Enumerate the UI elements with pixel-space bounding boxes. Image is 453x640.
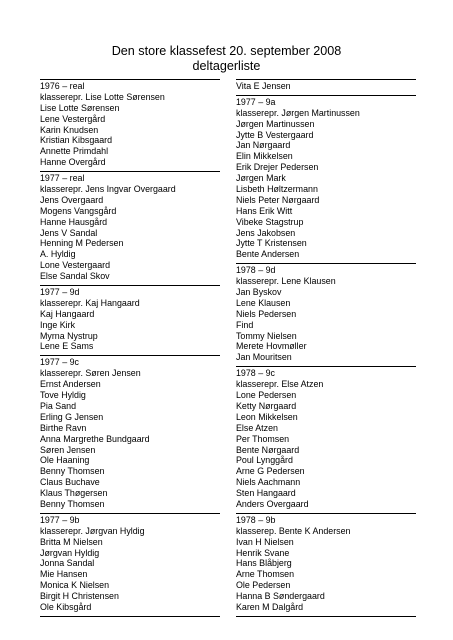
list-item: klasserepr. Søren Jensen: [40, 368, 141, 379]
list-item: Erik Drejer Pedersen: [236, 162, 319, 173]
list-item: klasserepr. Jørgvan Hyldig: [40, 525, 145, 536]
list-item: Hanne Overgård: [40, 157, 106, 168]
list-item: Merete Hovmøller: [236, 341, 307, 352]
right-column: [236, 79, 416, 617]
list-item: klasserepr. Lene Klausen: [236, 276, 336, 287]
list-item: Lene Klausen: [236, 297, 291, 308]
list-item: Lene E Sams: [40, 341, 94, 352]
list-item: Jens Jakobsen: [236, 227, 296, 238]
class-section: [236, 80, 416, 96]
list-item: Ole Haaning: [40, 455, 90, 466]
list-item: Søren Jensen: [40, 444, 96, 455]
list-item: 1977 – 9a: [236, 96, 276, 107]
list-item: Sten Hangaard: [236, 488, 296, 499]
list-item: Else Sandal Skov: [40, 271, 110, 282]
list-item: Pia Sand: [40, 400, 77, 411]
list-item: klasserepr. Else Atzen: [236, 379, 324, 390]
list-item: 1978 – 9c: [236, 368, 275, 379]
list-item: Erling G Jensen: [40, 411, 104, 422]
class-section: [40, 514, 220, 617]
list-item: Vibeke Stagstrup: [236, 216, 304, 227]
list-item: klasserepr. Jens Ingvar Overgaard: [40, 184, 176, 195]
list-item: Hans Blåbjerg: [236, 558, 292, 569]
list-item: Inge Kirk: [40, 319, 76, 330]
list-item: Hanna B Søndergaard: [236, 591, 325, 602]
list-item: Jørgvan Hyldig: [40, 547, 100, 558]
list-item: Annette Primdahl: [40, 146, 109, 157]
class-section: [40, 286, 220, 356]
list-item: Jørgen Martinussen: [236, 118, 315, 129]
class-section: [236, 514, 416, 617]
list-item: Lene Vestergård: [40, 113, 106, 124]
list-item: Birthe Ravn: [40, 422, 87, 433]
list-item: klasserepr. Lise Lotte Sørensen: [40, 91, 165, 102]
class-section: [236, 96, 416, 264]
list-item: Tove Hyldig: [40, 390, 86, 401]
list-item: Kristian Kibsgaard: [40, 135, 113, 146]
list-item: Jonna Sandal: [40, 558, 95, 569]
list-item: Mogens Vangsgård: [40, 205, 117, 216]
list-item: A. Hyldig: [40, 249, 76, 260]
list-item: Klaus Thøgersen: [40, 488, 108, 499]
list-item: Jan Byskov: [236, 287, 282, 298]
list-item: Anders Overgaard: [236, 498, 309, 509]
list-item: Lone Vestergaard: [40, 260, 111, 271]
list-item: Lone Pedersen: [236, 390, 297, 401]
list-item: Jørgen Mark: [236, 173, 286, 184]
list-item: 1978 – 9d: [236, 265, 276, 276]
list-item: Karin Knudsen: [40, 124, 99, 135]
list-item: Find: [236, 319, 254, 330]
list-item: Bente Andersen: [236, 249, 300, 260]
list-item: 1977 – 9b: [40, 514, 80, 525]
list-item: klasserepr. Kaj Hangaard: [40, 297, 140, 308]
list-item: Tommy Nielsen: [236, 330, 297, 341]
list-item: Henrik Svane: [236, 547, 290, 558]
list-item: Britta M Nielsen: [40, 536, 103, 547]
list-item: Jan Nørgaard: [236, 140, 291, 151]
list-item: Benny Thomsen: [40, 498, 105, 509]
list-item: Birgit H Christensen: [40, 591, 119, 602]
document-title: [0, 44, 453, 74]
list-item: Hans Erik Witt: [236, 205, 293, 216]
list-item: Ivan H Nielsen: [236, 536, 294, 547]
list-item: Mie Hansen: [40, 569, 88, 580]
list-item: Niels Pedersen: [236, 308, 297, 319]
list-item: Ole Kibsgård: [40, 601, 92, 612]
class-section: [40, 172, 220, 286]
list-item: Else Atzen: [236, 422, 278, 433]
list-item: Arne G Pedersen: [236, 466, 305, 477]
title-line-2: deltagerliste: [192, 59, 261, 73]
list-item: 1977 – 9d: [40, 287, 80, 298]
list-item: Anna Margrethe Bundgaard: [40, 433, 150, 444]
class-section: [40, 356, 220, 513]
list-item: Niels Peter Nørgaard: [236, 194, 320, 205]
list-item: Poul Lynggård: [236, 455, 293, 466]
list-item: Vita E Jensen: [236, 81, 291, 91]
list-item: Jens Overgaard: [40, 194, 104, 205]
list-item: 1977 – real: [40, 173, 85, 184]
list-item: 1977 – 9c: [40, 357, 79, 368]
list-item: Leon Mikkelsen: [236, 411, 298, 422]
list-item: Hanne Hausgård: [40, 216, 108, 227]
list-item: 1976 – real: [40, 81, 85, 91]
class-section: [236, 264, 416, 367]
list-item: Arne Thomsen: [236, 569, 295, 580]
list-item: Per Thomsen: [236, 433, 290, 444]
list-item: Henning M Pedersen: [40, 238, 124, 249]
list-item: Monica K Nielsen: [40, 580, 110, 591]
class-section: [40, 80, 220, 172]
list-item: Ketty Nørgaard: [236, 400, 297, 411]
class-section: [236, 367, 416, 514]
list-item: Lisbeth Høltzermann: [236, 184, 318, 195]
title-line-1: Den store klassefest 20. september 2008: [111, 44, 342, 58]
list-item: Kaj Hangaard: [40, 308, 95, 319]
list-item: klasserep. Bente K Andersen: [236, 525, 351, 536]
list-item: Jytte T Kristensen: [236, 238, 307, 249]
list-item: klasserepr. Jørgen Martinussen: [236, 107, 360, 118]
list-item: Lise Lotte Sørensen: [40, 102, 120, 113]
list-item: Karen M Dalgård: [236, 601, 304, 612]
left-column: [40, 79, 220, 617]
list-item: Jytte B Vestergaard: [236, 129, 314, 140]
list-item: 1978 – 9b: [236, 514, 276, 525]
list-item: Bente Nørgaard: [236, 444, 300, 455]
list-item: Niels Aachmann: [236, 477, 301, 488]
list-item: Jens V Sandal: [40, 227, 98, 238]
list-item: Elin Mikkelsen: [236, 151, 293, 162]
list-item: Jan Mouritsen: [236, 352, 292, 363]
list-item: Ole Pedersen: [236, 580, 291, 591]
list-item: Myrna Nystrup: [40, 330, 98, 341]
list-item: Ernst Andersen: [40, 379, 101, 390]
list-item: Benny Thomsen: [40, 466, 105, 477]
list-item: Claus Buchave: [40, 477, 100, 488]
